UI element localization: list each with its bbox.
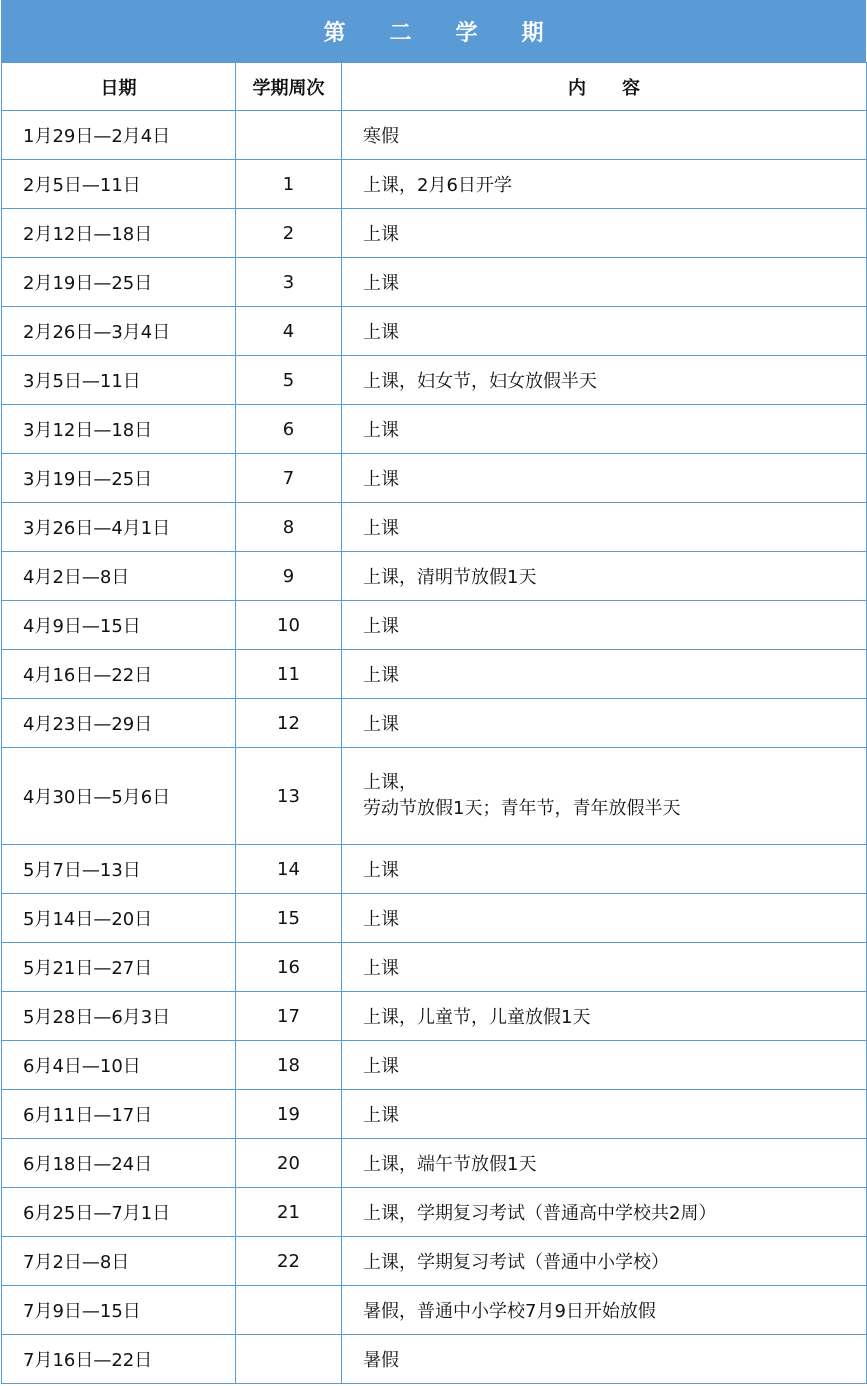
table-row — [2, 601, 867, 650]
table-row — [2, 1139, 867, 1188]
cell-week: 7 — [236, 454, 342, 503]
cell-date: 2月5日—11日 — [2, 160, 236, 209]
cell-week: 4 — [236, 307, 342, 356]
cell-date: 7月2日—8日 — [2, 1237, 236, 1286]
cell-date: 4月2日—8日 — [2, 552, 236, 601]
table-row — [2, 160, 867, 209]
table-row — [2, 1286, 867, 1335]
cell-week: 9 — [236, 552, 342, 601]
cell-week: 2 — [236, 209, 342, 258]
table-row — [2, 1090, 867, 1139]
cell-date: 4月30日—5月6日 — [2, 748, 236, 845]
cell-content: 上课 — [342, 209, 867, 258]
table-row — [2, 943, 867, 992]
table-row — [2, 258, 867, 307]
cell-week: 22 — [236, 1237, 342, 1286]
cell-week: 3 — [236, 258, 342, 307]
cell-content: 上课 — [342, 503, 867, 552]
cell-date: 5月7日—13日 — [2, 845, 236, 894]
cell-date: 2月26日—3月4日 — [2, 307, 236, 356]
cell-content: 暑假 — [342, 1335, 867, 1384]
table-row — [2, 356, 867, 405]
table-row — [2, 845, 867, 894]
cell-content: 上课，2月6日开学 — [342, 160, 867, 209]
cell-week: 10 — [236, 601, 342, 650]
table-row — [2, 894, 867, 943]
cell-content: 上课，妇女节，妇女放假半天 — [342, 356, 867, 405]
cell-date: 3月26日—4月1日 — [2, 503, 236, 552]
cell-content: 上课，儿童节，儿童放假1天 — [342, 992, 867, 1041]
cell-date: 4月9日—15日 — [2, 601, 236, 650]
cell-date: 5月21日—27日 — [2, 943, 236, 992]
table-row — [2, 307, 867, 356]
column-header-week: 学期周次 — [236, 63, 342, 111]
cell-week: 20 — [236, 1139, 342, 1188]
cell-week: 6 — [236, 405, 342, 454]
cell-date: 7月9日—15日 — [2, 1286, 236, 1335]
column-header-content: 内 容 — [342, 63, 867, 111]
cell-week: 5 — [236, 356, 342, 405]
cell-week: 21 — [236, 1188, 342, 1237]
cell-content: 上课 — [342, 258, 867, 307]
cell-date: 1月29日—2月4日 — [2, 111, 236, 160]
table-row — [2, 454, 867, 503]
cell-content-line: 上课， — [363, 772, 417, 793]
cell-content: 寒假 — [342, 111, 867, 160]
cell-week: 11 — [236, 650, 342, 699]
cell-content: 上课 — [342, 601, 867, 650]
cell-content: 上课 — [342, 454, 867, 503]
cell-date: 2月12日—18日 — [2, 209, 236, 258]
cell-content — [342, 748, 867, 845]
cell-content: 上课 — [342, 650, 867, 699]
cell-content: 上课，清明节放假1天 — [342, 552, 867, 601]
cell-week — [236, 111, 342, 160]
table-header-row — [2, 63, 867, 111]
cell-date: 4月23日—29日 — [2, 699, 236, 748]
cell-week: 18 — [236, 1041, 342, 1090]
cell-date: 3月5日—11日 — [2, 356, 236, 405]
cell-date: 2月19日—25日 — [2, 258, 236, 307]
cell-date: 7月16日—22日 — [2, 1335, 236, 1384]
cell-date: 4月16日—22日 — [2, 650, 236, 699]
cell-content: 上课 — [342, 699, 867, 748]
table-row — [2, 992, 867, 1041]
table-row — [2, 503, 867, 552]
cell-date: 5月28日—6月3日 — [2, 992, 236, 1041]
cell-week: 13 — [236, 748, 342, 845]
table-row — [2, 1041, 867, 1090]
cell-content: 上课 — [342, 405, 867, 454]
cell-week — [236, 1286, 342, 1335]
cell-week: 16 — [236, 943, 342, 992]
cell-week: 17 — [236, 992, 342, 1041]
cell-content: 上课 — [342, 894, 867, 943]
schedule-table — [1, 62, 867, 1384]
cell-content: 上课 — [342, 307, 867, 356]
table-row — [2, 748, 867, 845]
cell-content: 上课 — [342, 943, 867, 992]
cell-date: 6月4日—10日 — [2, 1041, 236, 1090]
table-row — [2, 1335, 867, 1384]
cell-date: 6月25日—7月1日 — [2, 1188, 236, 1237]
cell-date: 3月12日—18日 — [2, 405, 236, 454]
cell-week: 12 — [236, 699, 342, 748]
cell-date: 5月14日—20日 — [2, 894, 236, 943]
cell-content-line: 劳动节放假1天；青年节，青年放假半天 — [363, 798, 681, 819]
cell-content: 上课 — [342, 1041, 867, 1090]
table-row — [2, 552, 867, 601]
semester-schedule — [1, 0, 866, 1384]
table-row — [2, 1237, 867, 1286]
cell-content: 上课，学期复习考试（普通高中学校共2周） — [342, 1188, 867, 1237]
table-row — [2, 650, 867, 699]
table-row — [2, 699, 867, 748]
cell-week: 19 — [236, 1090, 342, 1139]
semester-title: 第 二 学 期 — [1, 0, 866, 62]
cell-content: 上课，学期复习考试（普通中小学校） — [342, 1237, 867, 1286]
cell-week: 1 — [236, 160, 342, 209]
table-row — [2, 1188, 867, 1237]
column-header-date: 日期 — [2, 63, 236, 111]
table-row — [2, 209, 867, 258]
cell-date: 3月19日—25日 — [2, 454, 236, 503]
cell-content: 上课，端午节放假1天 — [342, 1139, 867, 1188]
cell-week: 8 — [236, 503, 342, 552]
cell-week — [236, 1335, 342, 1384]
cell-content: 暑假，普通中小学校7月9日开始放假 — [342, 1286, 867, 1335]
cell-content: 上课 — [342, 1090, 867, 1139]
cell-content: 上课 — [342, 845, 867, 894]
cell-week: 14 — [236, 845, 342, 894]
table-row — [2, 405, 867, 454]
cell-date: 6月11日—17日 — [2, 1090, 236, 1139]
cell-week: 15 — [236, 894, 342, 943]
table-row — [2, 111, 867, 160]
cell-date: 6月18日—24日 — [2, 1139, 236, 1188]
